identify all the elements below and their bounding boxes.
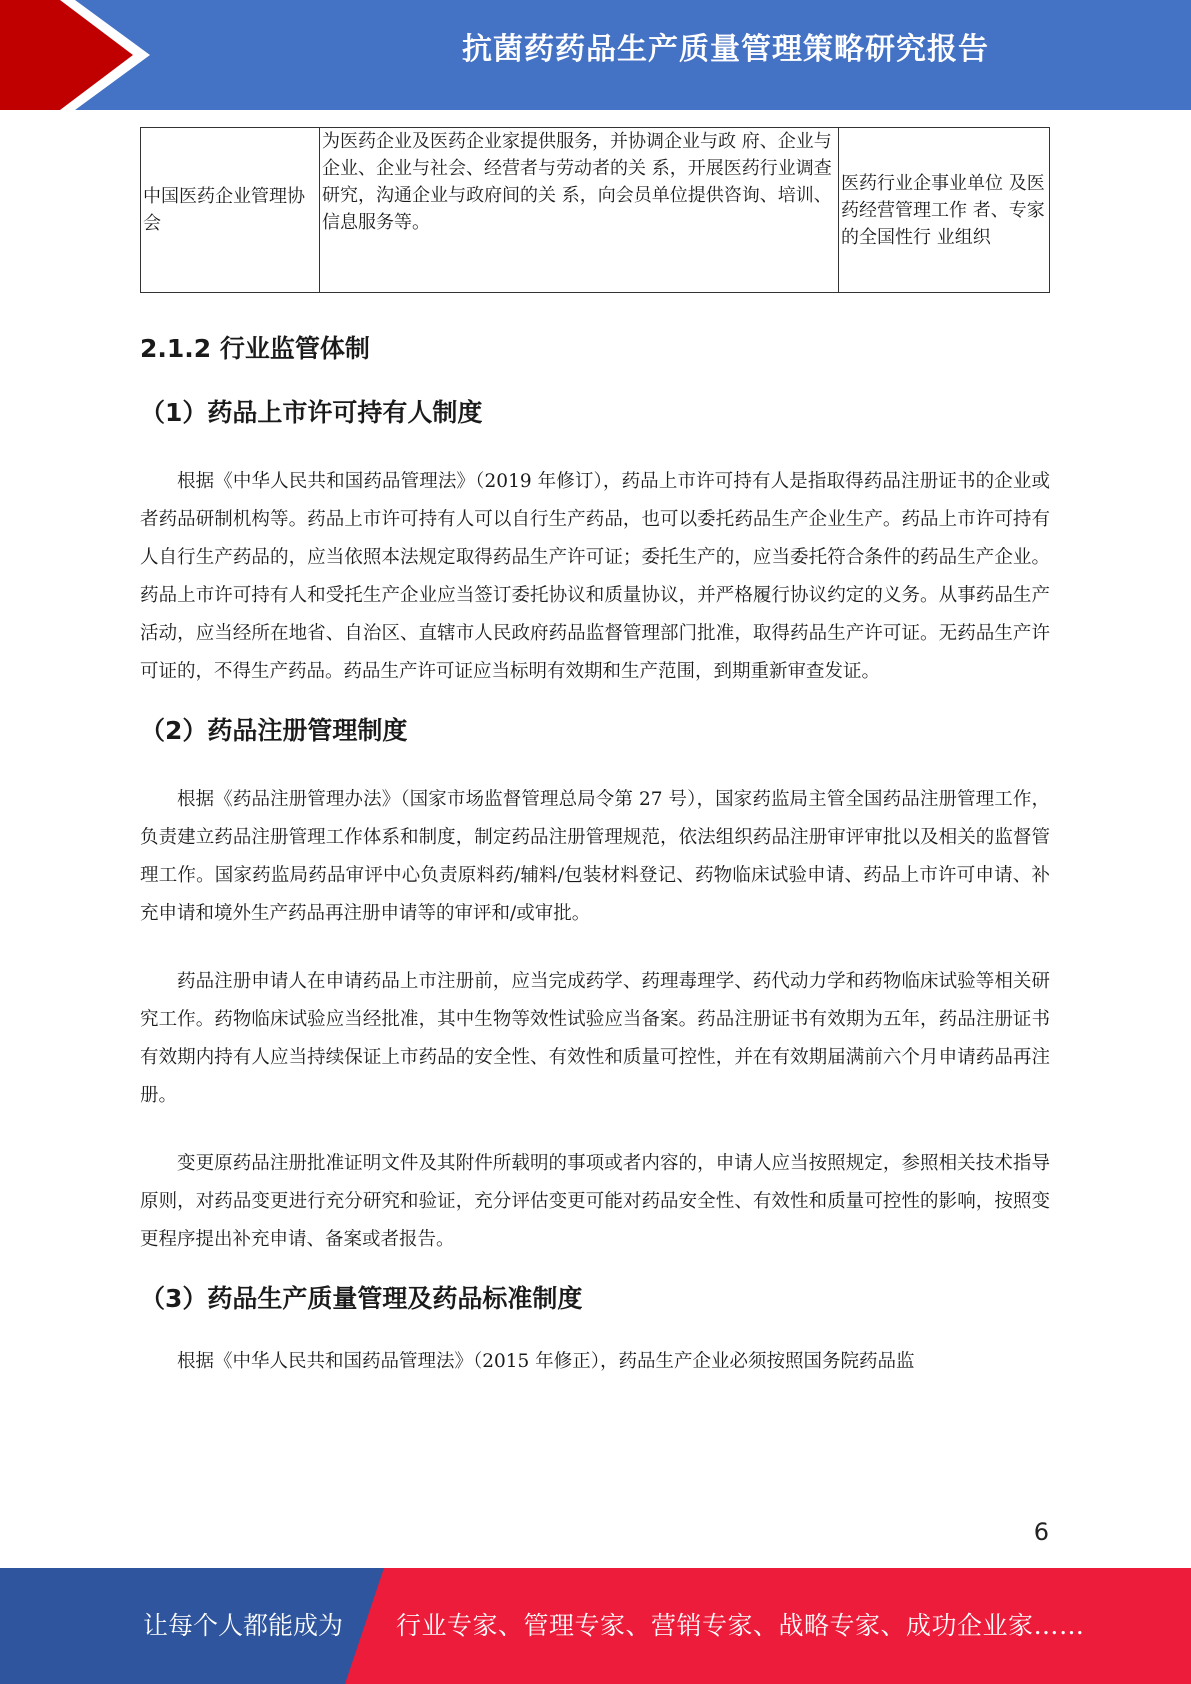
subsection-heading-1: （1）药品上市许可持有人制度 <box>140 398 483 427</box>
org-description-cell: 为医药企业及医药企业家提供服务，并协调企业与政 府、企业与企业、企业与社会、经营者与劳动者的关 系，开展医药行业调查研究，沟通企业与政府间的关 系，向会员单位提供咨询、培训、信息服务等。 <box>320 128 839 293</box>
paragraph: 药品注册申请人在申请药品上市注册前，应当完成药学、药理毒理学、药代动力学和药物临床试验等相关研究工作。药物临床试验应当经批准，其中生物等效性试验应当备案。药品注册证书有效期为五年，药品注册证书有效期内持有人应当持续保证上市药品的安全性、有效性和质量可控性，并在有效期届满前六个月申请药品再注册。 <box>140 971 1050 1106</box>
table-row <box>141 128 1050 293</box>
paragraph: 变更原药品注册批准证明文件及其附件所载明的事项或者内容的，申请人应当按照规定，参照相关技术指导原则，对药品变更进行充分研究和验证，充分评估变更可能对药品安全性、有效性和质量可控性的影响，按照变更程序提出补充申请、备案或者报告。 <box>140 1153 1050 1250</box>
footer-slogan-left: 让每个人都能成为 <box>143 1611 344 1640</box>
page-footer <box>0 1568 1191 1684</box>
page-header <box>0 0 1191 110</box>
paragraph: 根据《中华人民共和国药品管理法》（2019 年修订），药品上市许可持有人是指取得药品注册证书的企业或者药品研制机构等。药品上市许可持有人可以自行生产药品，也可以委托药品生产企业生产。药品上市许可持有人自行生产药品的，应当依照本法规定取得药品生产许可证；委托生产的，应当委托符合条件的药品生产企业。药品上市许可持有人和受托生产企业应当签订委托协议和质量协议，并严格履行协议约定的义务。从事药品生产活动，应当经所在地省、自治区、直辖市人民政府药品监督管理部门批准，取得药品生产许可证。无药品生产许可证的，不得生产药品。药品生产许可证应当标明有效期和生产范围，到期重新审查发证。 <box>140 471 1050 682</box>
page-content <box>140 127 1050 1381</box>
section-heading: 2.1.2 行业监管体制 <box>140 334 370 363</box>
association-table <box>140 127 1050 293</box>
paragraph: 根据《中华人民共和国药品管理法》（2015 年修正），药品生产企业必须按照国务院药品监 <box>177 1351 915 1372</box>
report-title: 抗菌药药品生产质量管理策略研究报告 <box>462 32 989 67</box>
footer-slogan-right: 行业专家、管理专家、营销专家、战略专家、成功企业家…… <box>396 1611 1085 1640</box>
page-number: 6 <box>1033 1518 1049 1546</box>
org-name-cell: 中国医药企业管理协会 <box>141 128 320 293</box>
subsection-heading-3: （3）药品生产质量管理及药品标准制度 <box>140 1284 583 1313</box>
paragraph: 根据《药品注册管理办法》（国家市场监督管理总局令第 27 号），国家药监局主管全国药品注册管理工作，负责建立药品注册管理工作体系和制度，制定药品注册管理规范，依法组织药品注册审评审批以及相关的监督管理工作。国家药监局药品审评中心负责原料药/辅料/包装材料登记、药物临床试验申请、药品上市许可申请、补充申请和境外生产药品再注册申请等的审评和/或审批。 <box>140 789 1050 924</box>
subsection-heading-2: （2）药品注册管理制度 <box>140 716 408 745</box>
org-scope-cell: 医药行业企事业单位 及医药经营管理工作 者、专家的全国性行 业组织 <box>839 128 1050 293</box>
